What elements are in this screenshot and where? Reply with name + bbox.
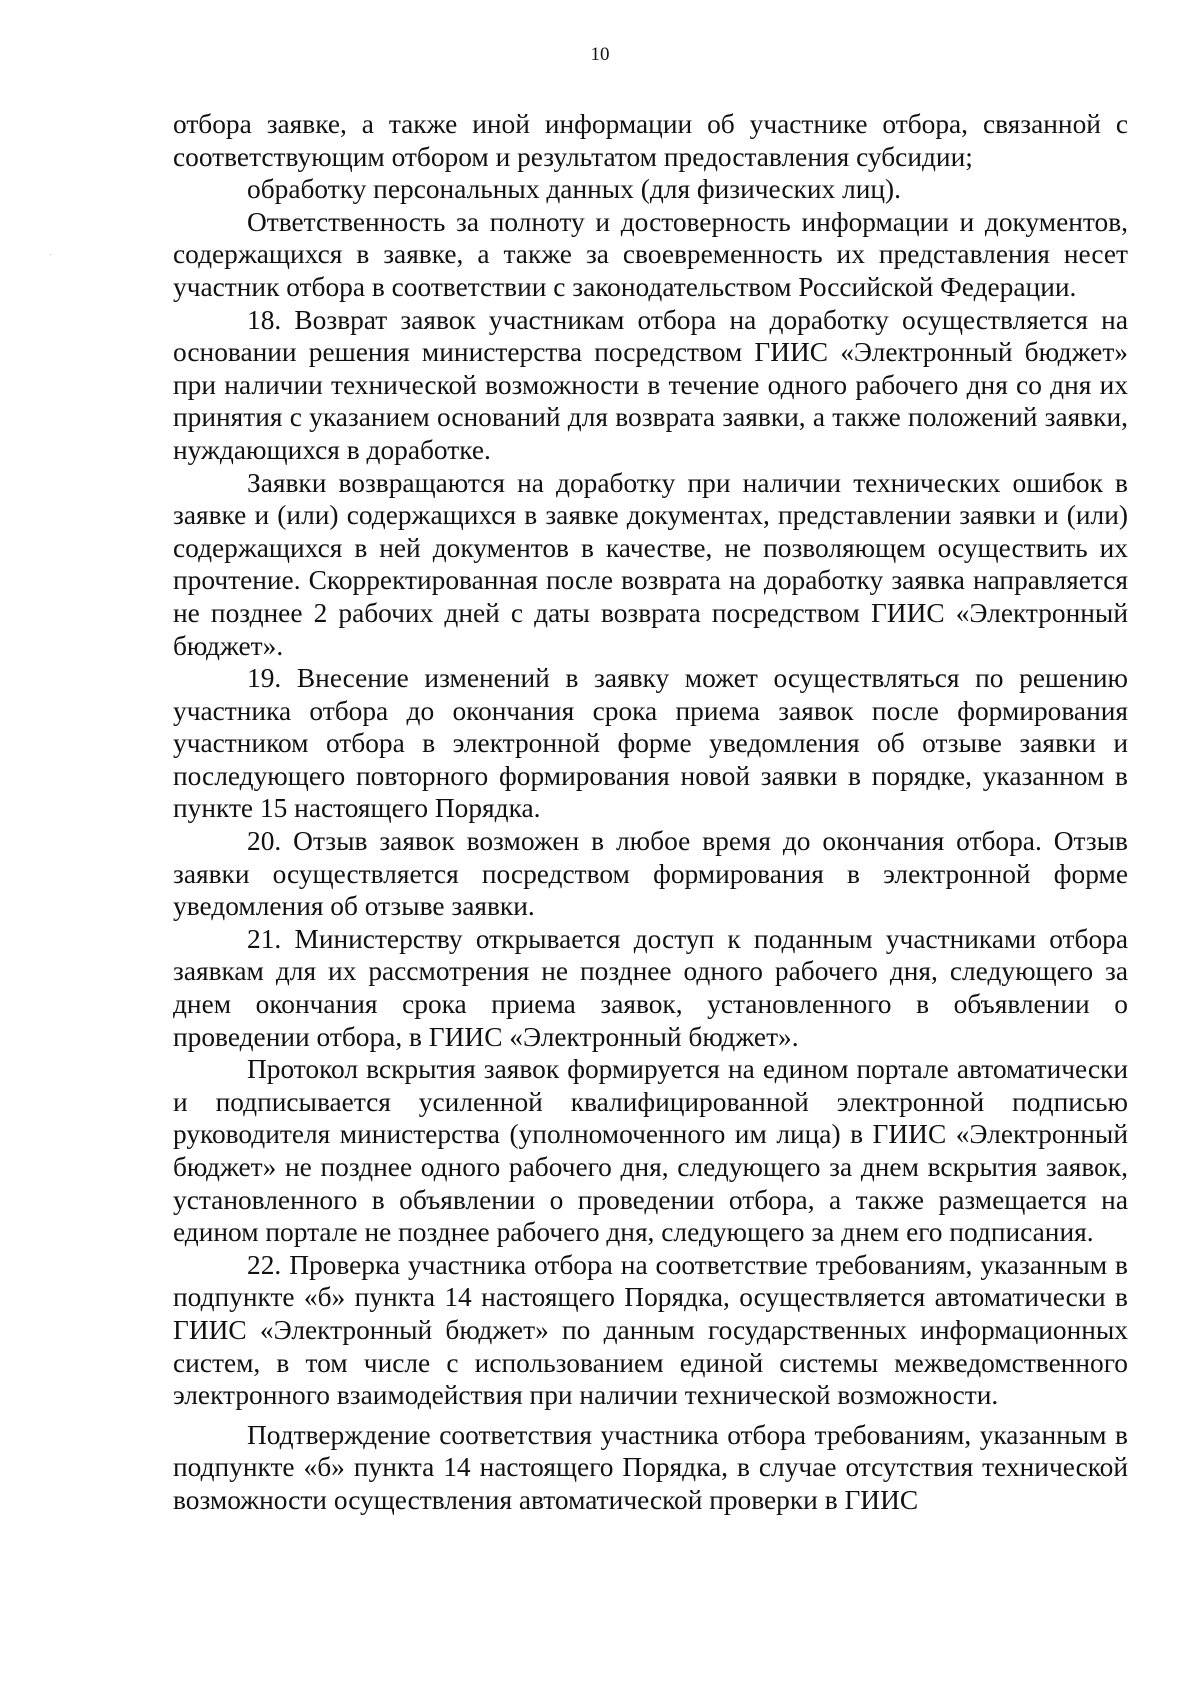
paragraph-protocol: Протокол вскрытия заявок формируется на едином портале автоматически и подписывается усиленной квалифицированной электронной подписью руководителя министерства (уполномоченного им лица) в ГИИС «Электронный бюджет» не позднее одного рабочего дня, следующего за днем вскрытия заявок, установленного в объявлении о проведении отбора, а также размещается на едином портале не позднее рабочего дня, следующего за днем его подписания. <box>173 1054 1128 1248</box>
paragraph-return-reasons: Заявки возвращаются на доработку при наличии технических ошибок в заявке и (или) содержащихся в заявке документах, представлении заявки и (или) содержащихся в ней документов в качестве, не позволяющем осуществить их прочтение. Скорректированная после возврата на доработку заявка направляется не позднее 2 рабочих дней с даты возврата посредством ГИИС «Электронный бюджет». <box>173 467 1128 661</box>
paragraph-item-21: 21. Министерству открывается доступ к поданным участниками отбора заявкам для их рассмотрения не позднее одного рабочего дня, следующего за днем окончания срока приема заявок, установленного в объявлении о проведении отбора, в ГИИС «Электронный бюджет». <box>173 923 1128 1052</box>
paragraph-item-20: 20. Отзыв заявок возможен в любое время до окончания отбора. Отзыв заявки осуществляется посредством формирования в электронной форме уведомления об отзыве заявки. <box>173 826 1128 922</box>
paragraph-responsibility: Ответственность за полноту и достоверность информации и документов, содержащихся в заявке, а также за своевременность их представления несет участник отбора в соответствии с законодательством Российской Федерации. <box>173 206 1128 302</box>
paragraph-item-19: 19. Внесение изменений в заявку может осуществляться по решению участника отбора до окончания срока приема заявок после формирования участником отбора в электронной форме уведомления об отзыве заявки и последующего повторного формирования новой заявки в порядке, указанном в пункте 15 настоящего Порядка. <box>173 663 1128 824</box>
page-number: 10 <box>590 44 610 65</box>
paragraph-continuation: отбора заявке, а также иной информации об участнике отбора, связанной с соответствующим отбором и результатом предоставления субсидии; <box>173 109 1128 172</box>
paragraph-personal-data: обработку персональных данных (для физических лиц). <box>247 174 902 205</box>
document-body <box>173 108 1128 1517</box>
paragraph-item-18: 18. Возврат заявок участникам отбора на доработку осуществляется на основании решения министерства посредством ГИИС «Электронный бюджет» при наличии технической возможности в течение одного рабочего дня со дня их принятия с указанием оснований для возврата заявки, а также положений заявки, нуждающихся в доработке. <box>173 304 1128 465</box>
scan-margin-mark <box>50 254 51 255</box>
paragraph-confirmation: Подтверждение соответствия участника отбора требованиям, указанным в подпункте «б» пункта 14 настоящего Порядка, в случае отсутствия технической возможности осуществления автоматической проверки в ГИИС <box>173 1419 1128 1515</box>
paragraph-item-22: 22. Проверка участника отбора на соответствие требованиям, указанным в подпункте «б» пункта 14 настоящего Порядка, осуществляется автоматически в ГИИС «Электронный бюджет» по данным государственных информационных систем, в том числе с использованием единой системы межведомственного электронного взаимодействия при наличии технической возможности. <box>173 1249 1128 1411</box>
